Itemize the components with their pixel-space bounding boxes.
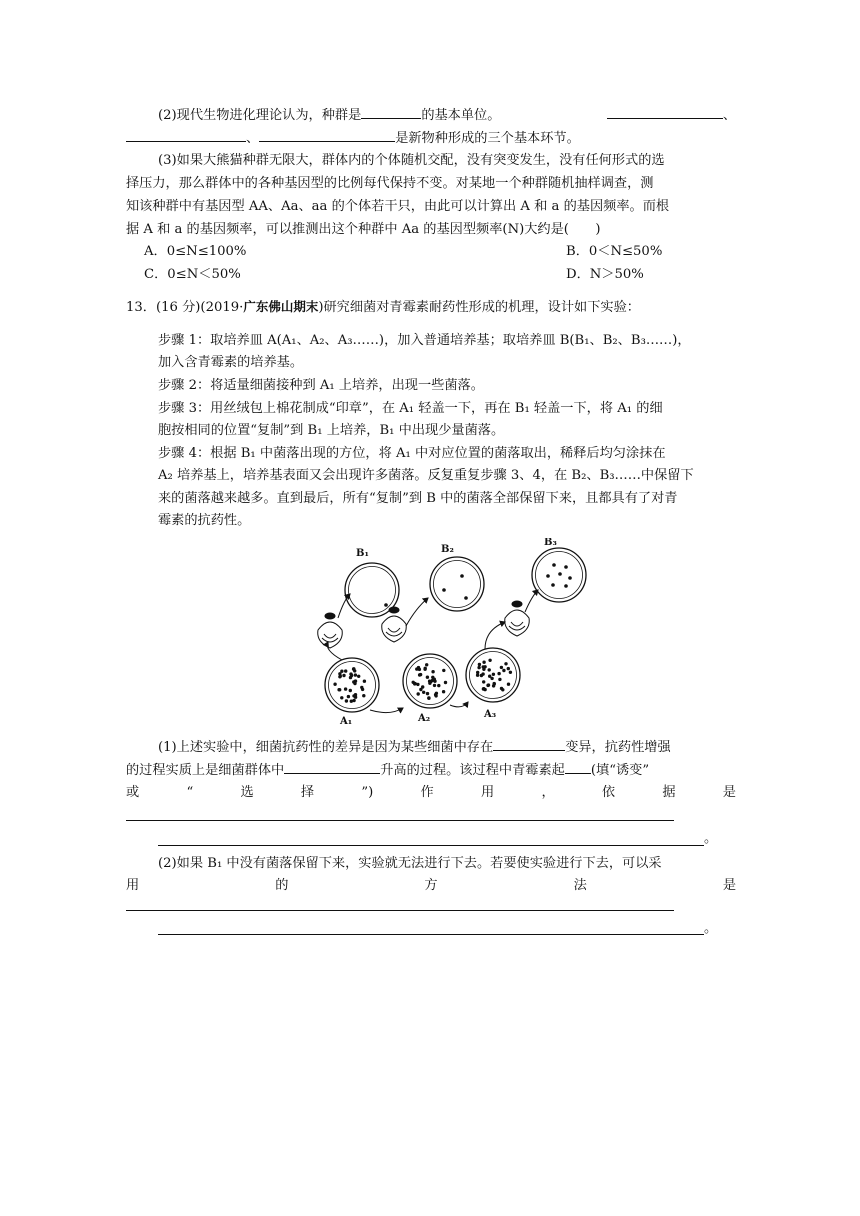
- colony-dot: [488, 675, 491, 678]
- colony-dot: [344, 669, 347, 672]
- colony-dot: [352, 667, 355, 670]
- colony-dot: [349, 689, 352, 692]
- option-c[interactable]: C．0≤N＜50%: [144, 267, 241, 282]
- colony-dot: [340, 696, 343, 699]
- step1-line2: 加入含青霉素的培养基。: [158, 355, 304, 370]
- step4-line2: A₂ 培养基上，培养基表面又会出现许多菌落。反复重复步骤 3、4，在 B₂、B₃……中保留下: [158, 468, 694, 483]
- colony-dot: [488, 668, 491, 671]
- velvet-stamp-icon: [318, 613, 343, 648]
- colony-dot: [425, 663, 428, 666]
- q13-heading: 13．(16 分)(2019·广东佛山期末)研究细菌对青霉素耐药性形成的机理，设计如下实验：: [126, 299, 640, 315]
- colony-dot: [482, 661, 485, 664]
- colony-dot: [500, 666, 503, 669]
- colony-dot: [427, 697, 430, 700]
- answer-line[interactable]: [158, 845, 704, 846]
- q12-p2-line1: (2)现代生物进化理论认为，种群是 的基本单位。 、: [158, 104, 736, 127]
- colony-dot: [349, 676, 352, 679]
- colony-dot: [433, 678, 436, 681]
- colony-dot: [437, 684, 440, 687]
- colony-dot: [429, 680, 432, 683]
- dish-b2: [430, 557, 484, 611]
- q12-p2-line2: 、 是新物种形成的三个基本环节。: [126, 127, 736, 150]
- step2: 步骤 2：将适量细菌接种到 A₁ 上培养，出现一些菌落。: [158, 378, 484, 393]
- colony-dot: [433, 684, 436, 687]
- colony-dot: [507, 667, 510, 670]
- source-label: 广东佛山期末: [243, 299, 319, 314]
- colony-dot: [350, 700, 353, 703]
- answer-line[interactable]: [126, 910, 674, 911]
- colony-dot: [362, 694, 365, 697]
- period: 。: [704, 921, 718, 936]
- colony-dot: [353, 682, 356, 685]
- colony-dot: [482, 687, 485, 690]
- colony-dot: [352, 694, 355, 697]
- colony-dot: [502, 669, 505, 672]
- colony-dot: [345, 699, 348, 702]
- colony-dot: [363, 680, 366, 683]
- colony-dot: [444, 681, 447, 684]
- step4-line4: 霉素的抗药性。: [158, 513, 251, 528]
- colony-dot: [492, 673, 495, 676]
- label-a3: A₃: [484, 709, 497, 720]
- colony-dot: [422, 691, 425, 694]
- colony-dot: [488, 659, 491, 662]
- colony-dot: [504, 662, 507, 665]
- step4-line3: 来的菌落越来越多。直到最后，所有“复制”到 B 中的菌落全部保留下来，且都具有了对青: [158, 491, 678, 506]
- colony-dot: [487, 683, 490, 686]
- colony-dot: [497, 672, 500, 675]
- answer-blank[interactable]: [126, 127, 246, 142]
- colony-dot: [423, 668, 426, 671]
- colony-dot: [426, 676, 429, 679]
- dish-a1: [325, 658, 379, 712]
- option-a[interactable]: A．0≤N≤100%: [144, 244, 247, 259]
- colony-dot: [477, 666, 480, 669]
- q13-a1-line1: (1)上述实验中，细菌抗药性的差异是因为某些细菌中存在 变异，抗药性增强: [158, 736, 736, 759]
- answer-blank[interactable]: [607, 104, 723, 119]
- colony-dot: [509, 671, 512, 674]
- colony-dot: [431, 670, 434, 673]
- dish-a3: [466, 648, 520, 702]
- label-b3: B₃: [544, 538, 557, 548]
- option-d[interactable]: D．N＞50%: [566, 267, 644, 282]
- answer-blank[interactable]: [565, 759, 591, 774]
- colony-dot: [417, 692, 420, 695]
- colony-dot: [478, 663, 481, 666]
- q12-p3-line2: 择压力，那么群体中的各种基因型的比例每代保持不变。对某地一个种群随机抽样调查，测: [126, 176, 654, 191]
- answer-blank[interactable]: [493, 736, 565, 751]
- colony-dot: [338, 688, 341, 691]
- answer-blank[interactable]: [284, 759, 380, 774]
- q12-p3-line1: (3)如果大熊猫种群无限大，群体内的个体随机交配，没有突变发生，没有任何形式的选: [158, 153, 665, 168]
- step3-line1: 步骤 3：用丝绒包上棉花制成“印章”，在 A₁ 轻盖一下，再在 B₁ 轻盖一下，将 A₁ 的细: [158, 401, 663, 416]
- label-b1: B₁: [356, 548, 369, 559]
- colony-dot: [493, 682, 496, 685]
- q12-p3-line4: 据 A 和 a 的基因频率，可以推测出这个种群中 Aa 的基因型频率(N)大约是( ): [126, 222, 601, 237]
- colony-dot: [482, 668, 485, 671]
- colony-dot: [442, 690, 445, 693]
- step3-line2: 胞按相同的位置“复制”到 B₁ 上培养，B₁ 中出现少量菌落。: [158, 423, 505, 438]
- label-a1: A₁: [340, 716, 353, 727]
- colony-dot: [501, 688, 504, 691]
- label-b2: B₂: [441, 544, 454, 555]
- colony-dot: [481, 672, 484, 675]
- q12-p3-line3: 知该种群中有基因型 AA、Aa、aa 的个体若干只，由此可以计算出 A 和 a 的基因频率。而根: [126, 199, 670, 214]
- velvet-stamp-icon: [382, 607, 407, 642]
- colony-dot: [426, 692, 429, 695]
- answer-line[interactable]: [158, 934, 704, 935]
- dish-a2: [403, 654, 457, 708]
- velvet-stamp-icon: [505, 601, 530, 636]
- step1-line1: 步骤 1：取培养皿 A(A₁、A₂、A₃……)，加入普通培养基；取培养皿 B(B₁、B₂、B₃……)，: [158, 333, 691, 348]
- option-b[interactable]: B．0＜N≤50%: [566, 244, 663, 259]
- q13-a1-line3: 或 “ 选 择 ”) 作 用 ， 依 据 是: [126, 785, 736, 800]
- q13-a1-line2: 的过程实质上是细菌群体中 升高的过程。该过程中青霉素起 (填“诱变”: [126, 759, 736, 782]
- colony-dot: [357, 675, 360, 678]
- colony-dot: [482, 680, 485, 683]
- colony-dot: [507, 683, 510, 686]
- q13-a2-line1: (2)如果 B₁ 中没有菌落保留下来，实验就无法进行下去。若要使实验进行下去，可以采: [158, 856, 662, 871]
- colony-dot: [361, 688, 364, 691]
- answer-blank[interactable]: [259, 127, 395, 142]
- colony-dot: [333, 683, 336, 686]
- colony-dot: [434, 694, 437, 697]
- colony-dot: [442, 669, 445, 672]
- colony-dot: [347, 695, 350, 698]
- period: 。: [704, 831, 718, 846]
- colony-dot: [354, 673, 357, 676]
- answer-blank[interactable]: [361, 104, 421, 119]
- colony-dot: [476, 674, 479, 677]
- colony-dot: [419, 688, 422, 691]
- answer-line[interactable]: [126, 820, 674, 821]
- colony-dot: [342, 674, 345, 677]
- colony-dot: [413, 682, 416, 685]
- step4-line1: 步骤 4：根据 B₁ 中菌落出现的方位，将 A₁ 中对应位置的菌落取出，稀释后均匀涂抹在: [158, 446, 666, 461]
- q13-a2-line2: 用 的 方 法 是: [126, 878, 736, 893]
- replica-plating-figure: [300, 538, 600, 728]
- dish-b3: [532, 548, 586, 602]
- colony-dot: [344, 687, 347, 690]
- colony-dot: [417, 666, 420, 669]
- colony-dot: [498, 678, 501, 681]
- colony-dot: [419, 673, 422, 676]
- colony-dot: [339, 674, 342, 677]
- label-a2: A₂: [418, 713, 431, 724]
